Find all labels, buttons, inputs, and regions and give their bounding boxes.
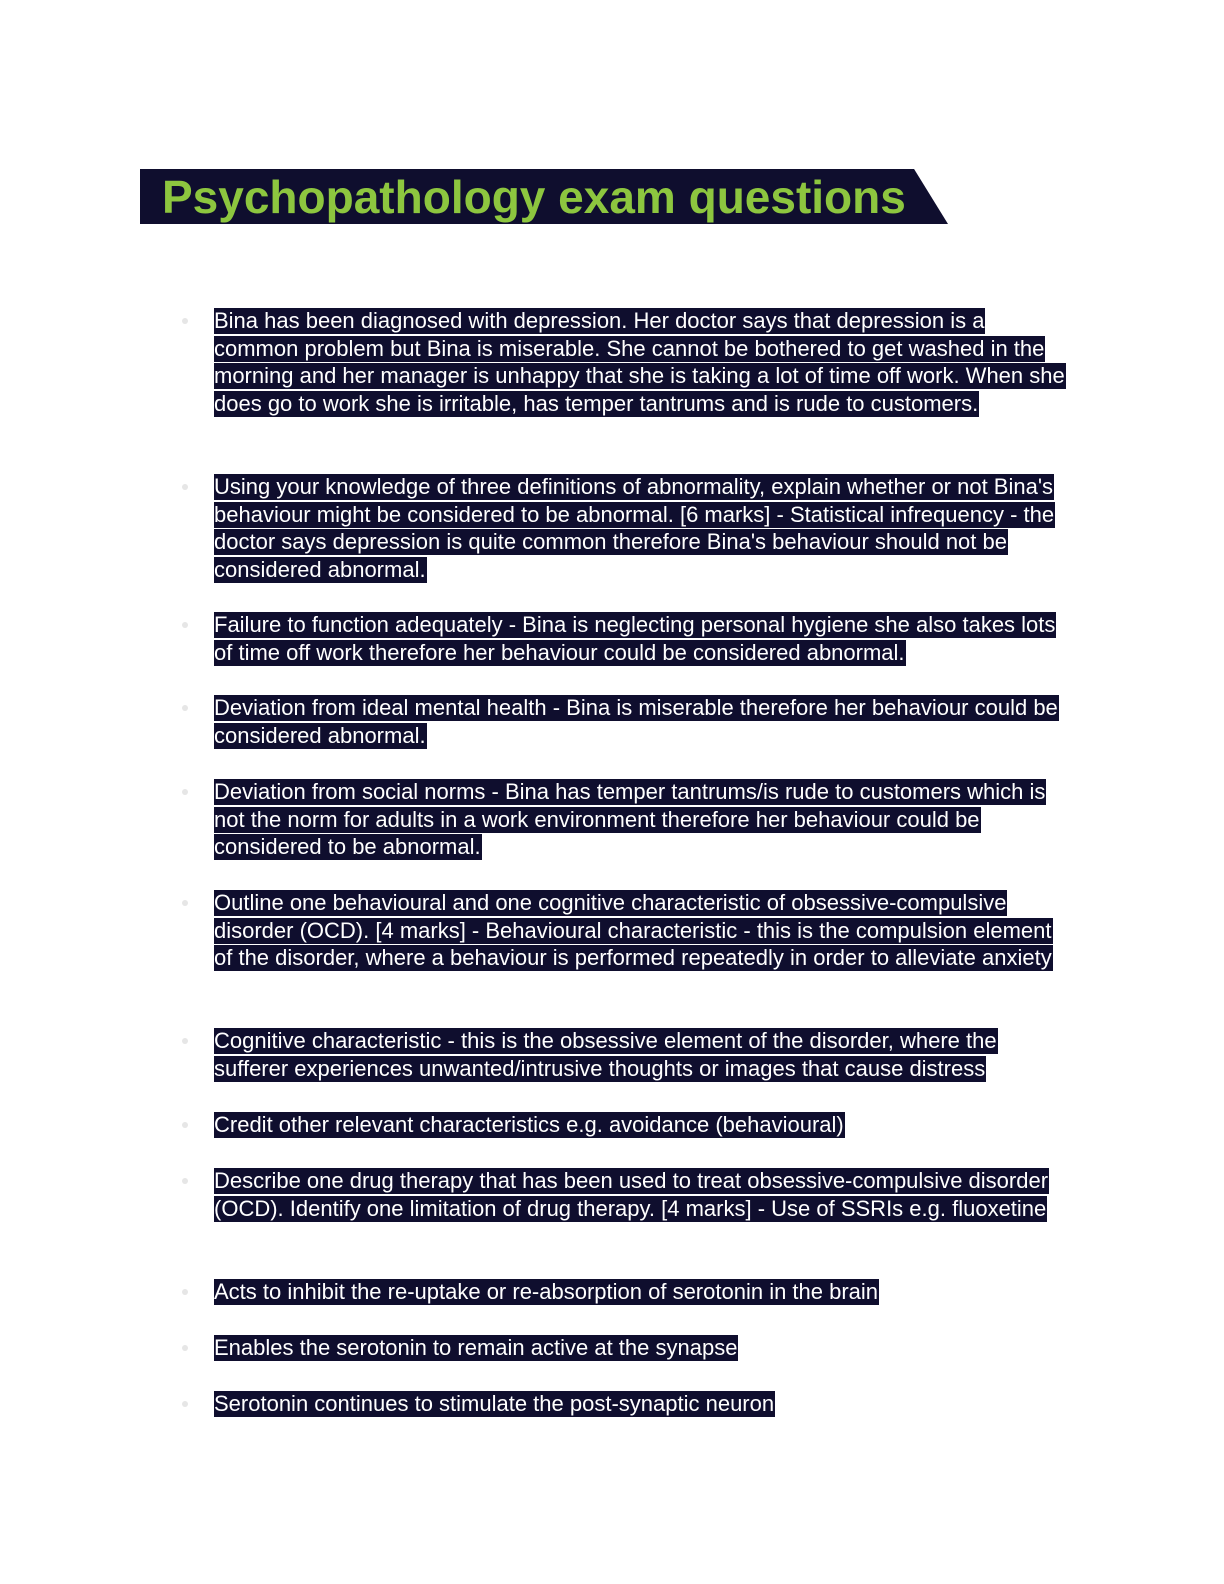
list-item-text: Enables the serotonin to remain active at the synapse: [214, 1335, 738, 1360]
bullet-icon: [182, 622, 188, 628]
bullet-icon: [182, 1289, 188, 1295]
list-item-text: Cognitive characteristic - this is the obsessive element of the disorder, where the sufferer experiences unwanted/intrusive thoughts or images that cause distress: [214, 1028, 997, 1081]
list-item-text: Outline one behavioural and one cognitive characteristic of obsessive-compulsive disorder (OCD). [4 marks] - Behavioural characteristic - this is the compulsion element of the disorder, where a behaviour is performed repeatedly in order to alleviate anxiety: [214, 890, 1052, 970]
list-item-text: Deviation from ideal mental health - Bina is miserable therefore her behaviour could be considered abnormal.: [214, 695, 1058, 748]
bullet-icon: [182, 900, 188, 906]
list-item-text: Failure to function adequately - Bina is neglecting personal hygiene she also takes lots of time off work therefore her behaviour could be considered abnormal.: [214, 612, 1056, 665]
list-item-text: Serotonin continues to stimulate the post-synaptic neuron: [214, 1391, 775, 1416]
bullet-icon: [182, 789, 188, 795]
list-item-text: Deviation from social norms - Bina has temper tantrums/is rude to customers which is not the norm for adults in a work environment therefore her behaviour could be considered to be abnormal.: [214, 779, 1046, 859]
list-item-text: Credit other relevant characteristics e.g. avoidance (behavioural): [214, 1112, 844, 1137]
bullet-icon: [182, 1401, 188, 1407]
list-item-text: Acts to inhibit the re-uptake or re-absorption of serotonin in the brain: [214, 1279, 879, 1304]
page-title: Psychopathology exam questions: [162, 171, 906, 223]
bullet-icon: [182, 1122, 188, 1128]
bullet-icon: [182, 318, 188, 324]
list-item-text: Describe one drug therapy that has been used to treat obsessive-compulsive disorder (OCD). Identify one limitation of drug therapy. [4 marks] - Use of SSRIs e.g. fluoxetine: [214, 1168, 1049, 1221]
bullet-icon: [182, 705, 188, 711]
bullet-icon: [182, 1178, 188, 1184]
bullet-icon: [182, 1345, 188, 1351]
bullet-icon: [182, 484, 188, 490]
list-item-text: Bina has been diagnosed with depression. Her doctor says that depression is a common problem but Bina is miserable. She cannot be bothered to get washed in the morning and her manager is unhappy that she is taking a lot of time off work. When she does go to work she is irritable, has temper tantrums and is rude to customers.: [214, 308, 1065, 416]
list-item-text: Using your knowledge of three definitions of abnormality, explain whether or not Bina's behaviour might be considered to be abnormal. [6 marks] - Statistical infrequency - the doctor says depression is quite common therefore Bina's behaviour should not be considered abnormal.: [214, 474, 1055, 582]
bullet-icon: [182, 1038, 188, 1044]
